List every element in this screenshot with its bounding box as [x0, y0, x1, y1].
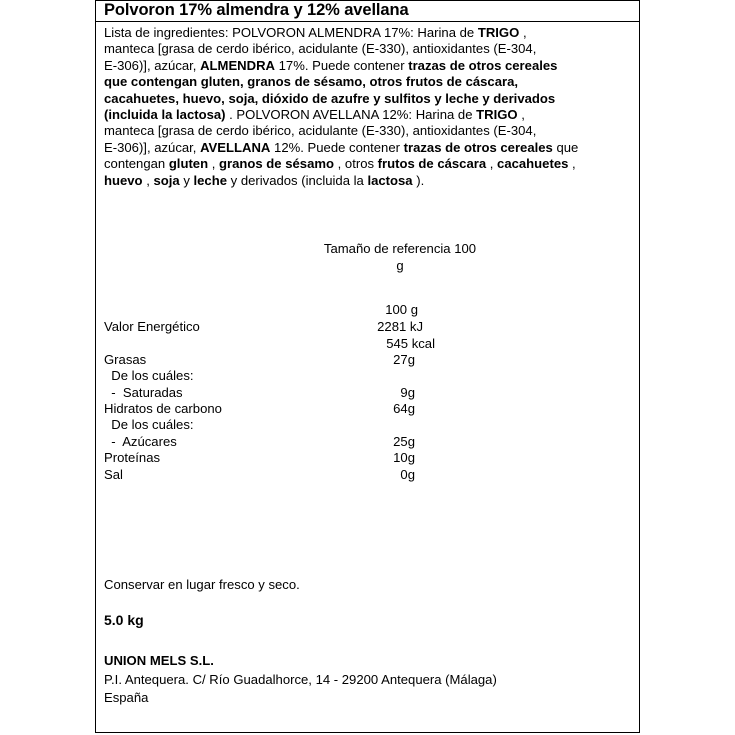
ingredients-line: manteca [grasa de cerdo ibérico, acidulante (E-330), antioxidantes (E-304, — [104, 41, 537, 57]
company-address: P.I. Antequera. C/ Río Guadalhorce, 14 - 29200 Antequera (Málaga) — [104, 672, 497, 687]
ingredients-line: que contengan gluten, granos de sésamo, otros frutos de cáscara, — [104, 74, 519, 90]
ingredients-line: cacahuetes, huevo, soja, dióxido de azufre y sulfitos y leche y derivados — [104, 90, 556, 106]
ingredients-line: huevo , soja y leche y derivados (incluida la lactosa ). — [104, 172, 425, 188]
ingredients-line: Lista de ingredientes: POLVORON ALMENDRA 17%: Harina de TRIGO , — [104, 25, 527, 40]
ingredients-line: E-306)], azúcar, ALMENDRA 17%. Puede contener trazas de otros cereales — [104, 57, 558, 73]
ingredients-line: E-306)], azúcar, AVELLANA 12%. Puede contener trazas de otros cereales que — [104, 139, 579, 155]
company-country: España — [104, 690, 149, 705]
nutrition-label: Hidratos de carbono — [104, 401, 222, 416]
nutrition-label: Sal — [104, 467, 123, 482]
nutrition-value: 2281 kJ — [377, 319, 423, 334]
nutrition-label: Grasas — [104, 352, 147, 367]
net-weight: 5.0 kg — [104, 612, 144, 628]
nutrition-value: 27g — [393, 352, 415, 367]
ingredients-line: manteca [grasa de cerdo ibérico, acidulante (E-330), antioxidantes (E-304, — [104, 123, 537, 139]
storage-instructions: Conservar en lugar fresco y seco. — [104, 577, 300, 592]
ingredients-line: (incluida la lactosa) . POLVORON AVELLANA 12%: Harina de TRIGO , — [104, 107, 525, 123]
nutrition-label: De los cuáles: — [104, 368, 194, 383]
reference-size: Tamaño de referencia 100 g — [323, 241, 477, 273]
nutrition-value: 10g — [393, 450, 415, 465]
ingredients-list — [104, 25, 632, 189]
product-title: Polvoron 17% almendra y 12% avellana — [104, 1, 409, 19]
company-name: UNION MELS S.L. — [104, 653, 214, 668]
nutrition-header: 100 g — [385, 302, 418, 317]
nutrition-label: - Azúcares — [104, 434, 177, 449]
nutrition-value: 9g — [400, 385, 415, 400]
nutrition-value: 25g — [393, 434, 415, 449]
nutrition-label: - Saturadas — [104, 385, 183, 400]
nutrition-value: 64g — [393, 401, 415, 416]
nutrition-label: De los cuáles: — [104, 417, 194, 432]
nutrition-value: 545 kcal — [386, 336, 435, 351]
ingredients-line: contengan gluten , granos de sésamo , otros frutos de cáscara , cacahuetes , — [104, 156, 576, 172]
nutrition-value: 0g — [400, 467, 415, 482]
nutrition-label: Valor Energético — [104, 319, 200, 334]
nutrition-label: Proteínas — [104, 450, 161, 465]
